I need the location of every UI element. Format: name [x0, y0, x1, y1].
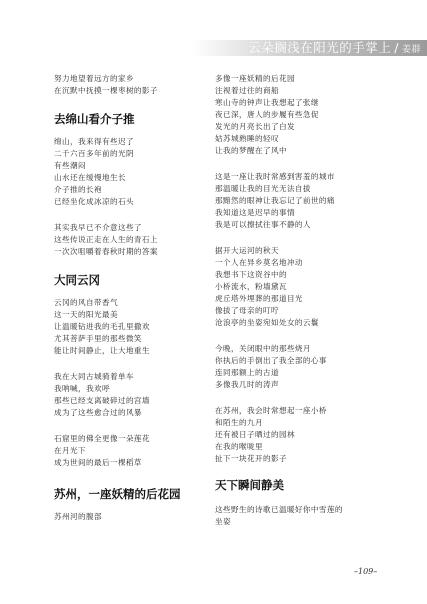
poem-line: 苏州河的腹部: [54, 512, 102, 521]
poem-line: 介子推的长袍: [54, 185, 102, 194]
poem-line: 小桥流水，粉墙黛瓦: [215, 282, 287, 291]
poem-line: 绵山，我来得有些迟了: [54, 137, 134, 146]
poem-line: 和陌生的九月: [215, 418, 263, 427]
author-name: 姜群: [401, 45, 421, 55]
poem-line: 这些传说正走在人生的青石上: [54, 235, 158, 244]
poem-line: 多像我几时的涛声: [215, 380, 279, 389]
poem-line: 注视着过往的商船: [215, 86, 279, 95]
poem-line: 石窟里的佛全更像一朵莲花: [54, 434, 150, 443]
poem-line: 那温暖让我的目光无法自拔: [215, 184, 311, 193]
poem-line: 今晚，关闭眼中的那些烧月: [215, 344, 311, 353]
poem-line: 像拔了母亲的叮咛: [215, 306, 279, 315]
running-header: [193, 0, 427, 56]
right-column: [215, 73, 380, 528]
poem-line: 发光的月亮长出了白发: [215, 122, 295, 131]
poem-line: 让我的梦醒在了风中: [215, 146, 287, 155]
poem-title: 天下瞬间静美: [215, 478, 284, 492]
poem-line: 成为了这些愈合过的风暴: [54, 408, 142, 417]
poem-line: 这是一座让我时常感到害羞的城市: [215, 172, 335, 181]
poem-line: 我在大同古城骑着单车: [54, 372, 134, 381]
poem-line: 你执后的手倒出了我全部的心事: [215, 356, 327, 365]
poem-line: 那黯然的眼神让我忘记了前世的痛: [215, 196, 335, 205]
poem-line: 一次次咀嚼着春秋时期的答案: [54, 247, 158, 256]
poem-line: 我是可以擦拭往事不静的人: [215, 220, 311, 229]
poem-line: 其实我早已不介意这些了: [54, 223, 142, 232]
poem-line: 多像一座妖精的后花园: [215, 74, 295, 83]
poem-line: 还有被日子晒过的园林: [215, 430, 295, 439]
header-title: [248, 38, 421, 56]
poem-line: 这些野生的诗歌已温暖好你中雪莲的: [215, 505, 343, 514]
poem-line: 尤其菩萨手里的那些微笑: [54, 334, 142, 343]
poem-line: 虎丘塔外埋葬的那道目光: [215, 294, 303, 303]
poem-line: 成为世间的最后一棵稻草: [54, 458, 142, 467]
poem-line: 扯下一块花开的影子: [215, 454, 287, 463]
poem-line: 一个人在异乡莫名地冲动: [215, 258, 303, 267]
poem-line: 夜已深，唐人的步履有些急促: [215, 110, 319, 119]
poem-title: 大同云冈: [54, 273, 100, 287]
poem-line: 这一天的阳光最美: [54, 310, 118, 319]
poem-line: 努力地望着远方的家乡: [54, 74, 134, 83]
poem-line: 那些已经支离破碎过的宫墙: [54, 396, 150, 405]
poem-line: 姑苏城熟睡的轻叹: [215, 134, 279, 143]
poem-line: 在苏州，我会时常想起一座小桥: [215, 406, 327, 415]
poem-line: 我想书下这资谷中的: [215, 270, 287, 279]
poem-line: 我知道这是迟早的事情: [215, 208, 295, 217]
poem-line: 能让时间静止，让大地重生: [54, 346, 150, 355]
poem-line: 坐姿: [215, 517, 231, 526]
poem-line: 沧浪亭的坐姿宛如处女的云鬟: [215, 318, 319, 327]
poem-title: 苏州，一座妖精的后花园: [54, 487, 181, 501]
poem-line: 在月光下: [54, 446, 86, 455]
page-number: –109–: [354, 567, 378, 576]
poem-line: 连同那额上的古道: [215, 368, 279, 377]
poem-line: 让温暖钻进我的毛孔里撒欢: [54, 322, 150, 331]
poem-line: 我呐喊，我欢呼: [54, 384, 110, 393]
poem-line: 有些潮闷: [54, 161, 86, 170]
left-column: [54, 73, 219, 523]
poem-line: 云冈的风自带香气: [54, 298, 118, 307]
poem-line: 寒山寺的钟声让我想起了张继: [215, 98, 319, 107]
poem-line: 山水还在缓慢地生长: [54, 173, 126, 182]
poem-line: 已经坐化成冰凉的石头: [54, 197, 134, 206]
book-title: 云朵搁浅在阳光的手掌上: [248, 40, 392, 55]
poem-line: 在沉默中抚摸一棵枣树的影子: [54, 86, 158, 95]
poem-line: 在我的喉咙里: [215, 442, 263, 451]
poem-line: 二千六百多年前的光阴: [54, 149, 134, 158]
poem-title: 去绵山看介子推: [54, 112, 135, 126]
title-separator: /: [394, 40, 399, 55]
poem-line: 据开大运河的秋天: [215, 246, 279, 255]
